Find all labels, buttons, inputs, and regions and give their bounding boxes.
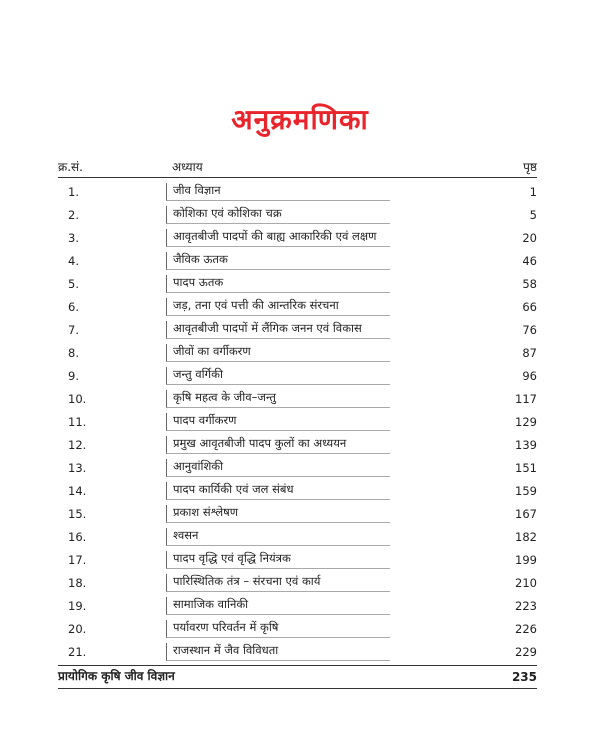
toc-rows xyxy=(58,178,537,661)
row-page: 87 xyxy=(522,346,537,360)
toc-row xyxy=(58,454,537,477)
row-chapter: जीवों का वर्गीकरण xyxy=(166,344,390,362)
row-serial: 12. xyxy=(68,438,87,452)
toc-row xyxy=(58,592,537,615)
row-chapter: पादप कार्यिकी एवं जल संबंध xyxy=(166,482,390,500)
row-serial: 15. xyxy=(68,507,87,521)
row-page: 1 xyxy=(529,185,537,199)
row-serial: 17. xyxy=(68,553,87,567)
row-chapter: जन्तु वर्गिकी xyxy=(166,367,390,385)
row-serial: 9. xyxy=(68,369,79,383)
toc-footer-row xyxy=(58,665,537,689)
row-chapter: राजस्थान में जैव विविधता xyxy=(166,643,390,661)
page-title: अनुक्रमणिका xyxy=(231,103,369,136)
toc-row xyxy=(58,408,537,431)
row-page: 58 xyxy=(522,277,537,291)
toc-row xyxy=(58,638,537,661)
row-serial: 16. xyxy=(68,530,87,544)
row-chapter: जैविक ऊतक xyxy=(166,252,390,270)
row-chapter: आवृतबीजी पादपों की बाह्य आकारिकी एवं लक्षण xyxy=(166,229,390,247)
toc-row xyxy=(58,500,537,523)
row-page: 229 xyxy=(515,645,537,659)
row-chapter: कोशिका एवं कोशिका चक्र xyxy=(166,206,390,224)
row-serial: 4. xyxy=(68,254,79,268)
row-page: 199 xyxy=(515,553,537,567)
toc-row xyxy=(58,431,537,454)
row-serial: 21. xyxy=(68,645,87,659)
toc-row xyxy=(58,385,537,408)
row-serial: 8. xyxy=(68,346,79,360)
row-serial: 1. xyxy=(68,185,79,199)
toc-row xyxy=(58,293,537,316)
footer-label: प्रायोगिक कृषि जीव विज्ञान xyxy=(58,669,175,683)
toc-header-row xyxy=(58,155,537,178)
row-page: 167 xyxy=(515,507,537,521)
row-page: 151 xyxy=(515,461,537,475)
toc-row xyxy=(58,615,537,638)
row-chapter: आवृतबीजी पादपों में लैंगिक जनन एवं विकास xyxy=(166,321,390,339)
toc-row xyxy=(58,362,537,385)
row-serial: 3. xyxy=(68,231,79,245)
toc-row xyxy=(58,477,537,500)
row-serial: 18. xyxy=(68,576,87,590)
row-serial: 14. xyxy=(68,484,87,498)
row-chapter: सामाजिक वानिकी xyxy=(166,597,390,615)
footer-page: 235 xyxy=(511,670,537,684)
row-serial: 11. xyxy=(68,415,87,429)
row-page: 96 xyxy=(522,369,537,383)
row-chapter: पादप ऊतक xyxy=(166,275,390,293)
row-serial: 19. xyxy=(68,599,87,613)
row-page: 117 xyxy=(515,392,537,406)
toc-row xyxy=(58,569,537,592)
toc-row xyxy=(58,247,537,270)
row-chapter: प्रमुख आवृतबीजी पादप कुलों का अध्ययन xyxy=(166,436,390,454)
row-page: 66 xyxy=(522,300,537,314)
toc-row xyxy=(58,523,537,546)
row-page: 223 xyxy=(515,599,537,613)
row-page: 139 xyxy=(515,438,537,452)
row-chapter: पर्यावरण परिवर्तन में कृषि xyxy=(166,620,390,638)
row-serial: 6. xyxy=(68,300,79,314)
row-chapter: जड़, तना एवं पत्ती की आन्तरिक संरचना xyxy=(166,298,390,316)
row-serial: 7. xyxy=(68,323,79,337)
row-page: 76 xyxy=(522,323,537,337)
row-chapter: जीव विज्ञान xyxy=(166,183,390,201)
row-chapter: पादप वर्गीकरण xyxy=(166,413,390,431)
row-page: 226 xyxy=(515,622,537,636)
header-page: पृष्ठ xyxy=(523,160,537,174)
row-serial: 20. xyxy=(68,622,87,636)
row-serial: 10. xyxy=(68,392,87,406)
row-page: 5 xyxy=(529,208,537,222)
toc-row xyxy=(58,201,537,224)
row-page: 182 xyxy=(515,530,537,544)
toc-row xyxy=(58,339,537,362)
row-serial: 2. xyxy=(68,208,79,222)
row-serial: 5. xyxy=(68,277,79,291)
row-page: 159 xyxy=(515,484,537,498)
toc-row xyxy=(58,178,537,201)
toc-row xyxy=(58,546,537,569)
row-chapter: श्वसन xyxy=(166,528,390,546)
row-page: 129 xyxy=(515,415,537,429)
toc-table xyxy=(58,155,537,689)
row-page: 20 xyxy=(522,231,537,245)
row-page: 210 xyxy=(515,576,537,590)
header-chapter: अध्याय xyxy=(172,160,203,174)
row-chapter: पारिस्थितिक तंत्र – संरचना एवं कार्य xyxy=(166,574,390,592)
header-serial: क्र.सं. xyxy=(58,160,83,174)
row-chapter: आनुवांशिकी xyxy=(166,459,390,477)
row-serial: 13. xyxy=(68,461,87,475)
toc-row xyxy=(58,270,537,293)
row-page: 46 xyxy=(522,254,537,268)
row-chapter: प्रकाश संश्लेषण xyxy=(166,505,390,523)
toc-row xyxy=(58,224,537,247)
toc-row xyxy=(58,316,537,339)
row-chapter: कृषि महत्व के जीव–जन्तु xyxy=(166,390,390,408)
row-chapter: पादप वृद्धि एवं वृद्धि नियंत्रक xyxy=(166,551,390,569)
